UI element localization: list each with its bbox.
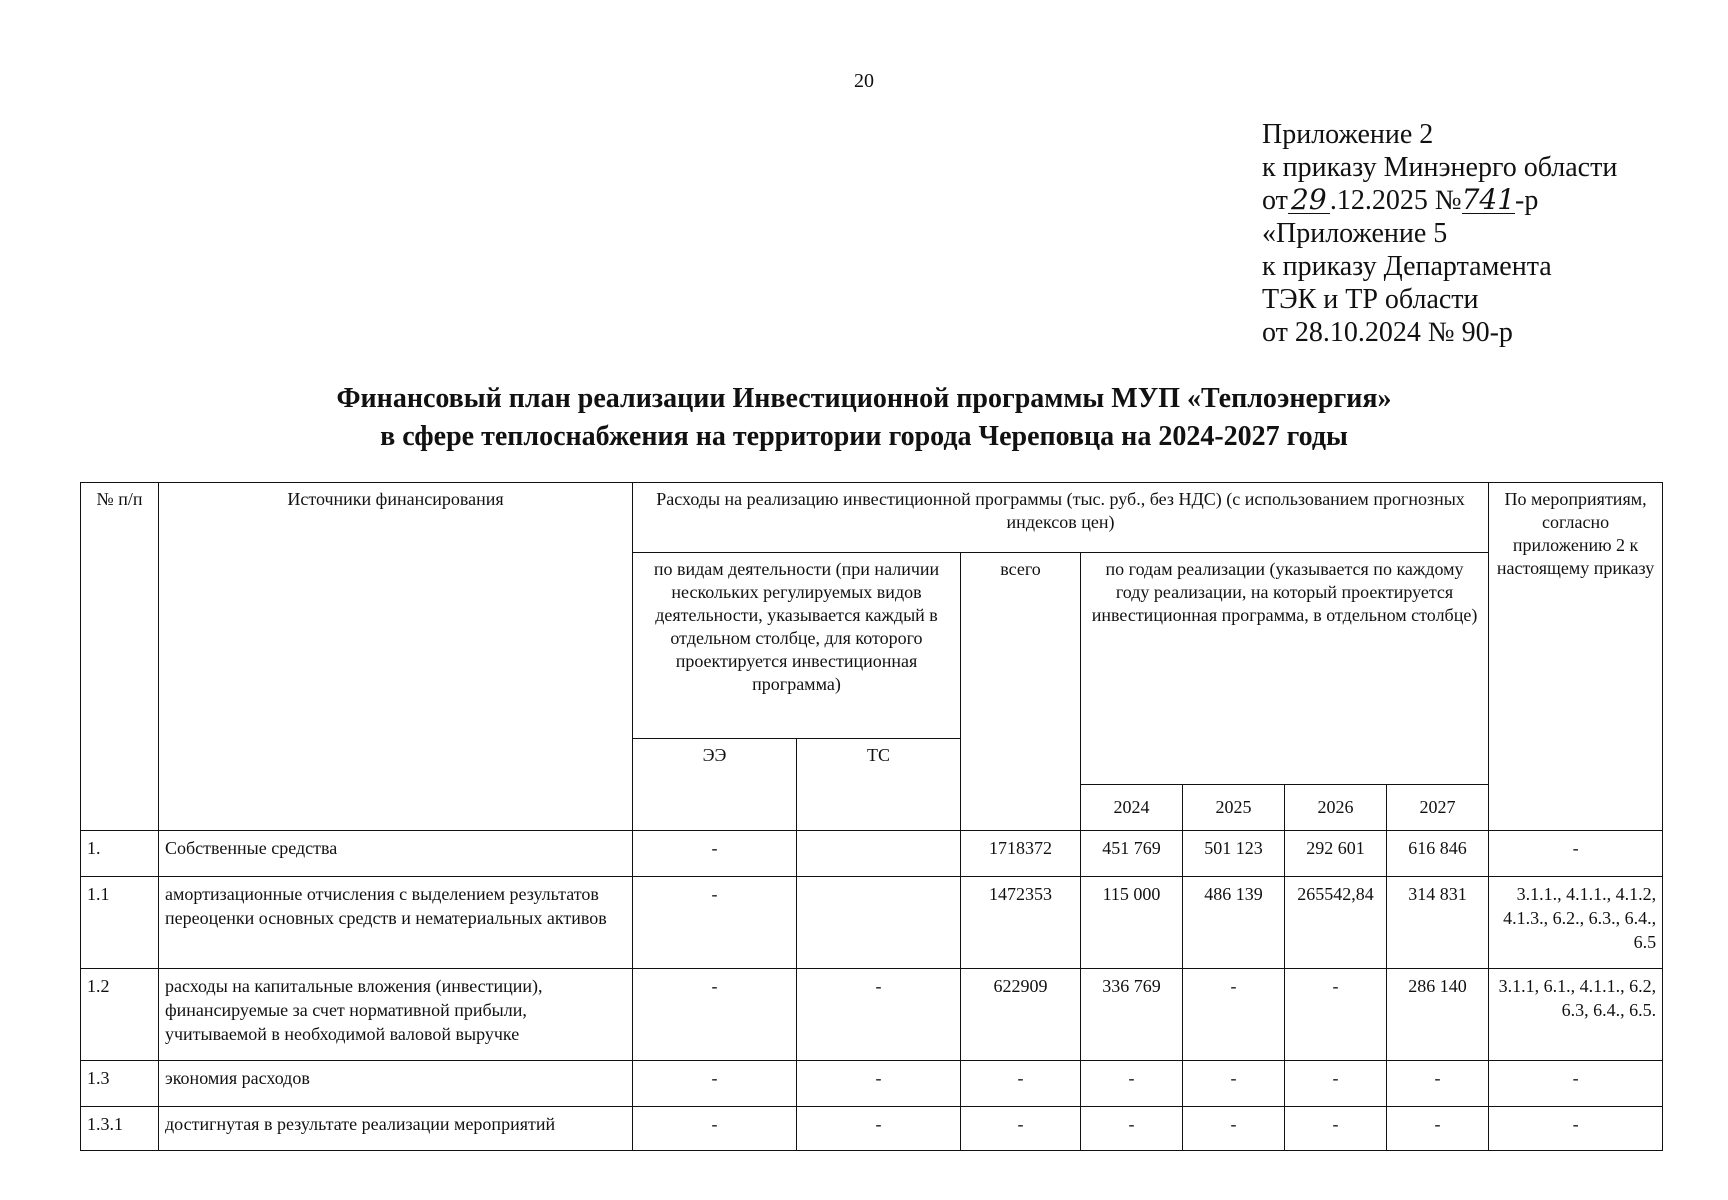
row-2024: 451 769: [1081, 831, 1183, 877]
row-measures: 3.1.1., 4.1.1., 4.1.2, 4.1.3., 6.2., 6.3., 6.4., 6.5: [1489, 877, 1663, 969]
row-2024: -: [1081, 1107, 1183, 1151]
header-num: № п/п: [81, 483, 159, 831]
row-2026: -: [1285, 1107, 1387, 1151]
header-year-2027: 2027: [1387, 785, 1489, 831]
annex-date-prefix: от: [1262, 185, 1288, 216]
row-2025: 486 139: [1183, 877, 1285, 969]
header-ee: ЭЭ: [633, 739, 797, 831]
annex-line-1: Приложение 2: [1262, 119, 1434, 150]
row-2025: 501 123: [1183, 831, 1285, 877]
row-total: -: [961, 1061, 1081, 1107]
row-ee: -: [633, 831, 797, 877]
row-measures: 3.1.1, 6.1., 4.1.1., 6.2, 6.3, 6.4., 6.5.: [1489, 969, 1663, 1061]
header-sources: Источники финансирования: [159, 483, 633, 831]
title-line-2: в сфере теплоснабжения на территории города Череповца на 2024-2027 годы: [380, 421, 1348, 452]
row-2025: -: [1183, 969, 1285, 1061]
row-ts: [797, 877, 961, 969]
header-year-2024: 2024: [1081, 785, 1183, 831]
financial-plan-table: [80, 482, 1663, 1151]
row-num: 1.3.1: [81, 1107, 159, 1151]
annex-line-4: «Приложение 5: [1262, 218, 1448, 249]
row-2027: -: [1387, 1107, 1489, 1151]
row-2026: -: [1285, 969, 1387, 1061]
row-2027: 286 140: [1387, 969, 1489, 1061]
row-measures: -: [1489, 1107, 1663, 1151]
row-2025: -: [1183, 1061, 1285, 1107]
row-total: 1718372: [961, 831, 1081, 877]
row-measures: -: [1489, 1061, 1663, 1107]
row-source: достигнутая в результате реализации мероприятий: [159, 1107, 633, 1151]
table-row: [81, 877, 1663, 969]
row-2024: -: [1081, 1061, 1183, 1107]
document-title: [0, 380, 1728, 456]
row-ee: -: [633, 1107, 797, 1151]
table-row: [81, 831, 1663, 877]
row-source: экономия расходов: [159, 1061, 633, 1107]
row-ee: -: [633, 1061, 797, 1107]
row-2026: -: [1285, 1061, 1387, 1107]
row-total: 1472353: [961, 877, 1081, 969]
header-by-years: по годам реализации (указывается по каждому году реализации, на который проектируется инвестиционная программа, в отдельном столбце): [1081, 553, 1489, 785]
header-by-measures: По мероприятиям, согласно приложению 2 к настоящему приказу: [1489, 483, 1663, 831]
table-row: [81, 969, 1663, 1061]
header-year-2025: 2025: [1183, 785, 1285, 831]
row-2025: -: [1183, 1107, 1285, 1151]
row-2024: 336 769: [1081, 969, 1183, 1061]
row-2027: -: [1387, 1061, 1489, 1107]
header-ts: ТС: [797, 739, 961, 831]
row-source: амортизационные отчисления с выделением результатов переоценки основных средств и нематериальных активов: [159, 877, 633, 969]
row-num: 1.3: [81, 1061, 159, 1107]
table-row: [81, 1061, 1663, 1107]
annex-line-2: к приказу Минэнерго области: [1262, 152, 1618, 183]
header-total: всего: [961, 553, 1081, 831]
table-row: [81, 1107, 1663, 1151]
row-ts: -: [797, 1107, 961, 1151]
row-total: -: [961, 1107, 1081, 1151]
handwritten-order-number: 741: [1461, 183, 1516, 216]
annex-line-6: ТЭК и ТР области: [1262, 284, 1479, 315]
annex-order-suffix: -р: [1515, 185, 1539, 216]
annex-line-5: к приказу Департамента: [1262, 251, 1552, 282]
row-2026: 265542,84: [1285, 877, 1387, 969]
row-2024: 115 000: [1081, 877, 1183, 969]
header-by-activity: по видам деятельности (при наличии нескольких регулируемых видов деятельности, указывается каждый в отдельном столбце, для которого проектируется инвестиционная программа): [633, 553, 961, 739]
row-ts: -: [797, 969, 961, 1061]
row-2027: 616 846: [1387, 831, 1489, 877]
row-source: расходы на капитальные вложения (инвестиции), финансируемые за счет нормативной прибыли, учитываемой в необходимой валовой выручке: [159, 969, 633, 1061]
row-2026: 292 601: [1285, 831, 1387, 877]
row-total: 622909: [961, 969, 1081, 1061]
row-num: 1.1: [81, 877, 159, 969]
row-measures: -: [1489, 831, 1663, 877]
row-2027: 314 831: [1387, 877, 1489, 969]
annex-line-3: [1262, 184, 1702, 217]
page-number: 20: [854, 70, 874, 92]
row-ee: -: [633, 877, 797, 969]
header-expenses: Расходы на реализацию инвестиционной программы (тыс. руб., без НДС) (с использованием прогнозных индексов цен): [633, 483, 1489, 553]
row-ts: [797, 831, 961, 877]
row-ts: -: [797, 1061, 961, 1107]
row-num: 1.2: [81, 969, 159, 1061]
handwritten-day: 29: [1288, 187, 1330, 214]
row-source: Собственные средства: [159, 831, 633, 877]
annex-block: [1262, 118, 1702, 349]
annex-date: .12.2025 №: [1329, 185, 1462, 216]
row-ee: -: [633, 969, 797, 1061]
annex-line-7: от 28.10.2024 № 90-р: [1262, 317, 1513, 348]
title-line-1: Финансовый план реализации Инвестиционной программы МУП «Теплоэнергия»: [336, 383, 1392, 414]
row-num: 1.: [81, 831, 159, 877]
header-year-2026: 2026: [1285, 785, 1387, 831]
